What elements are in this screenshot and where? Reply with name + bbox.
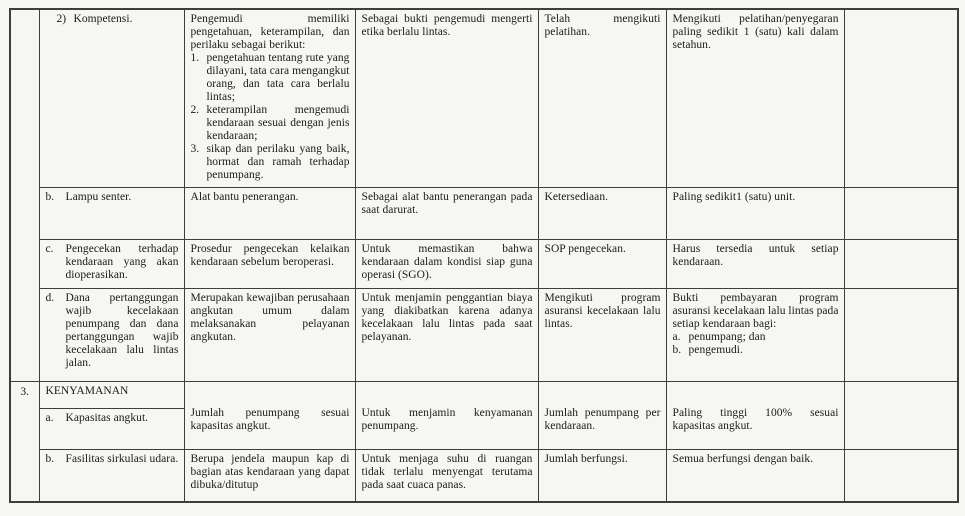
function-text: Sebagai alat bantu penerangan pada saat darurat. [361,190,533,216]
cell-item-lampu-senter [39,187,184,239]
indicator-text: Mengikuti program asuransi kecelakaan lalu lintas. [544,291,661,330]
list-item [673,331,839,344]
indicator-text: Jumlah berfungsi. [544,452,628,465]
cell-function-pengecekan [355,239,538,288]
list-item-text: pengetahuan tentang rute yang dilayani, tata cara mengangkut orang, dan tata cara berlalu lintas; [206,52,350,103]
cell-empty [844,187,958,239]
item-label: Fasilitas sirkulasi udara. [65,452,179,465]
cell-item-fasilitas [39,449,184,502]
list-item-text: keterampilan mengemudi kendaraan sesuai dengan jenis kendaraan; [206,104,350,142]
list-item-marker: 2. [190,104,200,116]
list-item [191,143,350,182]
list-item-marker: 3. [190,143,200,155]
description-list [191,52,350,182]
cell-standard-dana [666,288,844,381]
cell-description-dana [184,288,355,381]
cell-indicator-fasilitas [538,449,666,502]
cell-function-fasilitas [355,449,538,502]
list-item [191,104,350,143]
function-text: Untuk menjamin penggantian biaya yang diakibatkan karena adanya kecelakaan lalu lintas pada saat pelayanan. [361,291,533,343]
cell-item-dana [39,288,184,381]
item-lampu-senter [46,191,179,204]
function-text: Untuk menjaga suhu di ruangan tidak terlalu menyengat terutama pada saat cuaca panas. [361,452,533,491]
cell-standard-lampu-senter [666,187,844,239]
cell-empty [844,239,958,288]
cell-function-lampu-senter [355,187,538,239]
list-item-text: pengemudi. [688,343,743,356]
list-item-marker: b. [672,343,682,356]
section-number: 3. [20,385,30,398]
list-item-marker: 1. [190,52,200,64]
table-row-kompetensi [10,9,958,187]
table-row-dana [10,288,958,381]
list-item-marker: a. [672,330,681,343]
description-text: Jumlah penumpang sesuai kapasitas angkut. [190,406,350,432]
item-label: Dana pertanggungan wajib kecelakaan penumpang dan dana pertanggungan wajib kecelakaan lalu lintas jalan. [65,291,179,369]
cell-empty [844,9,958,187]
item-label: Lampu senter. [65,190,132,203]
section-heading: KENYAMANAN [45,384,129,397]
cell-empty [844,381,958,449]
item-label: Kompetensi. [73,13,133,25]
cell-description-kapasitas [184,381,355,449]
indicator-text: Telah mengikuti pelatihan. [544,13,661,38]
cell-standard-fasilitas [666,449,844,502]
list-item [673,344,839,357]
standard-text: Paling tinggi 100% sesuai kapasitas angkut. [672,406,839,432]
cell-indicator-dana [538,288,666,381]
item-marker: b. [45,452,55,465]
description-text: Prosedur pengecekan kelaikan kendaraan sebelum beroperasi. [190,242,350,268]
table-row-fasilitas [10,449,958,502]
cell-indicator-kompetensi [538,9,666,187]
item-marker: c. [45,242,54,255]
function-text: Sebagai bukti pengemudi mengerti etika berlalu lintas. [361,13,533,38]
service-standards-table [9,8,959,503]
table-row-pengecekan [10,239,958,288]
table-row-kenyamanan-heading [10,381,958,408]
cell-function-kapasitas [355,381,538,449]
standard-intro: Bukti pembayaran program asuransi kecelakaan lalu lintas pada setiap kendaraan bagi: [672,291,839,330]
item-dana [46,292,179,370]
cell-section-heading [39,381,184,408]
standard-text: Harus tersedia untuk setiap kendaraan. [672,242,839,268]
item-fasilitas [46,453,179,466]
standard-text: Semua berfungsi dengan baik. [672,452,814,465]
cell-description-pengecekan [184,239,355,288]
item-marker: 2) [56,13,67,25]
item-label: Pengecekan terhadap kendaraan yang akan dioperasikan. [65,242,179,281]
cell-section-number [10,381,39,502]
table-row-lampu-senter [10,187,958,239]
description-intro: Pengemudi memiliki pengetahuan, keterampilan, dan perilaku sebagai berikut: [190,13,350,51]
item-marker: b. [45,190,55,203]
item-kompetensi [46,13,179,26]
item-label: Kapasitas angkut. [65,411,149,424]
cell-item-kompetensi [39,9,184,187]
cell-indicator-lampu-senter [538,187,666,239]
cell-item-pengecekan [39,239,184,288]
list-item [191,52,350,104]
cell-indicator-kapasitas [538,381,666,449]
item-kapasitas [46,412,179,425]
cell-function-kompetensi [355,9,538,187]
cell-standard-kapasitas [666,381,844,449]
item-pengecekan [46,243,179,282]
description-text: Alat bantu penerangan. [190,190,299,203]
cell-section-number-empty [10,9,39,381]
cell-description-fasilitas [184,449,355,502]
function-text: Untuk memastikan bahwa kendaraan dalam kondisi siap guna operasi (SGO). [361,242,533,281]
description-text: Berupa jendela maupun kap di bagian atas kendaraan yang dapat dibuka/ditutup [190,452,350,491]
indicator-text: Jumlah penumpang per kendaraan. [544,406,661,432]
description-text: Merupakan kewajiban perusahaan angkutan umum dalam melaksanakan pelayanan angkutan. [190,291,350,343]
cell-description-kompetensi [184,9,355,187]
cell-empty [844,288,958,381]
cell-function-dana [355,288,538,381]
standard-text: Mengikuti pelatihan/penyegaran paling sedikit 1 (satu) kali dalam setahun. [672,13,839,51]
function-text: Untuk menjamin kenyamanan penumpang. [361,406,533,432]
indicator-text: SOP pengecekan. [544,242,626,255]
standard-text: Paling sedikit1 (satu) unit. [672,190,796,203]
cell-empty [844,449,958,502]
cell-standard-pengecekan [666,239,844,288]
cell-description-lampu-senter [184,187,355,239]
cell-item-kapasitas [39,408,184,449]
item-marker: a. [45,411,54,424]
item-marker: d. [45,291,55,304]
list-item-text: sikap dan perilaku yang baik, hormat dan ramah terhadap penumpang. [206,143,350,181]
cell-indicator-pengecekan [538,239,666,288]
indicator-text: Ketersediaan. [544,190,609,203]
cell-standard-kompetensi [666,9,844,187]
list-item-text: penumpang; dan [688,330,766,343]
